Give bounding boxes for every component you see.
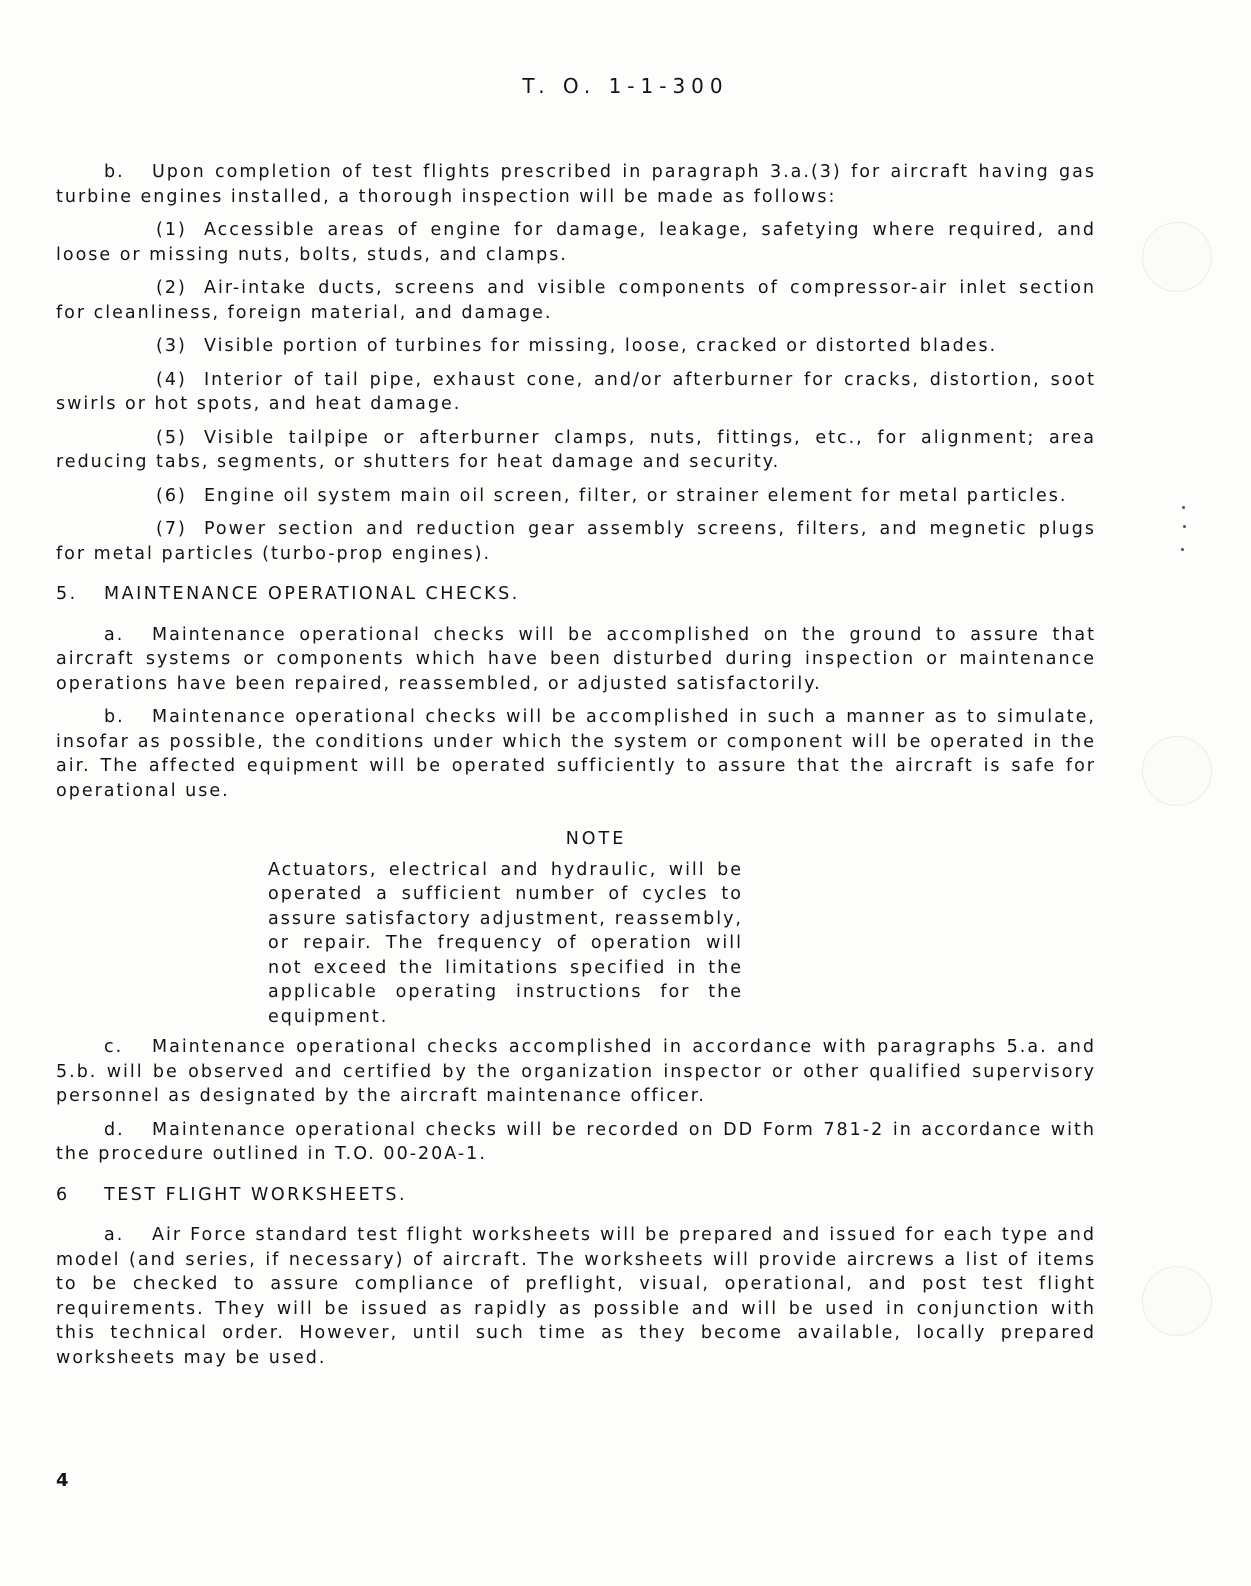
item-label: (3) bbox=[156, 336, 187, 356]
inspection-item-4 bbox=[56, 368, 1096, 417]
paragraph-text: Upon completion of test flights prescribed in paragraph 3.a.(3) for aircraft having gas turbine engines installed, a thorough inspection will be made as follows: bbox=[56, 162, 1096, 207]
inspection-item-6 bbox=[56, 484, 1096, 509]
paragraph-text: Maintenance operational checks will be recorded on DD Form 781-2 in accordance with the procedure outlined in T.O. 00-20A-1. bbox=[56, 1119, 1096, 1164]
inspection-item-7 bbox=[56, 517, 1096, 566]
item-text: Accessible areas of engine for damage, leakage, safetying where required, and loose or missing nuts, bolts, studs, and clamps. bbox=[56, 220, 1096, 265]
item-text: Air-intake ducts, screens and visible components of compressor-air inlet section for cleanliness, foreign material, and damage. bbox=[56, 278, 1096, 323]
inspection-item-5 bbox=[56, 426, 1096, 475]
item-label: (1) bbox=[156, 220, 187, 240]
paragraph-5c bbox=[56, 1035, 1096, 1109]
paragraph-text: Maintenance operational checks will be accomplished on the ground to assure that aircraft systems or components which have been disturbed during inspection or maintenance operations have been repaired, reassembled, or adjusted satisfactorily. bbox=[56, 624, 1096, 694]
section-6-heading bbox=[56, 1183, 1096, 1208]
paragraph-4b bbox=[56, 160, 1096, 209]
paragraph-label: a. bbox=[104, 1225, 125, 1245]
page-number: 4 bbox=[56, 1470, 69, 1491]
document-number: T. O. 1-1-300 bbox=[522, 74, 729, 98]
item-label: (5) bbox=[156, 427, 187, 448]
item-text: Visible tailpipe or afterburner clamps, nuts, fittings, etc., for alignment; area reducing tabs, segments, or shutters for heat damage and security. bbox=[56, 427, 1096, 472]
item-text: Engine oil system main oil screen, filter, or strainer element for metal particles. bbox=[204, 485, 1068, 506]
paragraph-5b bbox=[56, 705, 1096, 803]
paragraph-label: c. bbox=[104, 1037, 124, 1057]
item-text: Power section and reduction gear assembly screens, filters, and megnetic plugs for metal particles (turbo-prop engines). bbox=[56, 519, 1096, 564]
section-title: MAINTENANCE OPERATIONAL CHECKS. bbox=[104, 584, 520, 604]
item-text: Visible portion of turbines for missing, loose, cracked or distorted blades. bbox=[204, 336, 998, 356]
inspection-item-1 bbox=[56, 218, 1096, 267]
paragraph-label: a. bbox=[104, 624, 125, 645]
scan-speck bbox=[1183, 525, 1186, 528]
scan-speck bbox=[1182, 506, 1185, 509]
paragraph-label: b. bbox=[104, 707, 125, 727]
section-5-heading bbox=[56, 582, 1096, 607]
punch-hole-middle bbox=[1142, 736, 1212, 806]
note-title: NOTE bbox=[565, 829, 627, 849]
paragraph-5d bbox=[56, 1118, 1096, 1167]
section-number: 6 bbox=[56, 1184, 70, 1205]
item-label: (7) bbox=[156, 519, 187, 539]
paragraph-5a bbox=[56, 623, 1096, 697]
scan-speck bbox=[1181, 548, 1184, 551]
section-title: TEST FLIGHT WORKSHEETS. bbox=[104, 1184, 408, 1205]
item-label: (6) bbox=[156, 485, 187, 506]
punch-hole-top bbox=[1142, 222, 1212, 292]
paragraph-text: Air Force standard test flight worksheets will be prepared and issued for each type and model (and series, if necessary) of aircraft. The worksheets will provide aircrews a list of items to be checked to assure compliance of preflight, visual, operational, and post test flight requirements. They will be issued as rapidly as possible and will be used in conjunction with this technical order. However, until such time as they become available, locally prepared worksheets may be used. bbox=[56, 1225, 1096, 1368]
inspection-item-3 bbox=[56, 334, 1096, 359]
section-number: 5. bbox=[56, 584, 78, 604]
paragraph-text: Maintenance operational checks will be accomplished in such a manner as to simulate, insofar as possible, the conditions under which the system or component will be operated in the air. The affected equipment will be operated sufficiently to assure that the aircraft is safe for operational use. bbox=[56, 707, 1096, 801]
paragraph-label: d. bbox=[104, 1119, 125, 1140]
item-label: (4) bbox=[156, 369, 187, 390]
inspection-item-2 bbox=[56, 276, 1096, 325]
document-body bbox=[56, 160, 1096, 1379]
item-text: Interior of tail pipe, exhaust cone, and/or afterburner for cracks, distortion, soot swirls or hot spots, and heat damage. bbox=[56, 369, 1096, 414]
punch-hole-bottom bbox=[1142, 1266, 1212, 1336]
paragraph-label: b. bbox=[104, 162, 125, 182]
paragraph-text: Maintenance operational checks accomplished in accordance with paragraphs 5.a. and 5.b. will be observed and certified by the organization inspector or other qualified supervisory personnel as designated by the aircraft maintenance officer. bbox=[56, 1037, 1096, 1106]
paragraph-6a bbox=[56, 1223, 1096, 1370]
item-label: (2) bbox=[156, 278, 187, 298]
note-text: Actuators, electrical and hydraulic, will be operated a sufficient number of cycles to assure satisfactory adjustment, reassembly, or repair. The frequency of operation will not exceed the limitations specified in the applicable operating instructions for the equipment. bbox=[268, 859, 743, 1027]
